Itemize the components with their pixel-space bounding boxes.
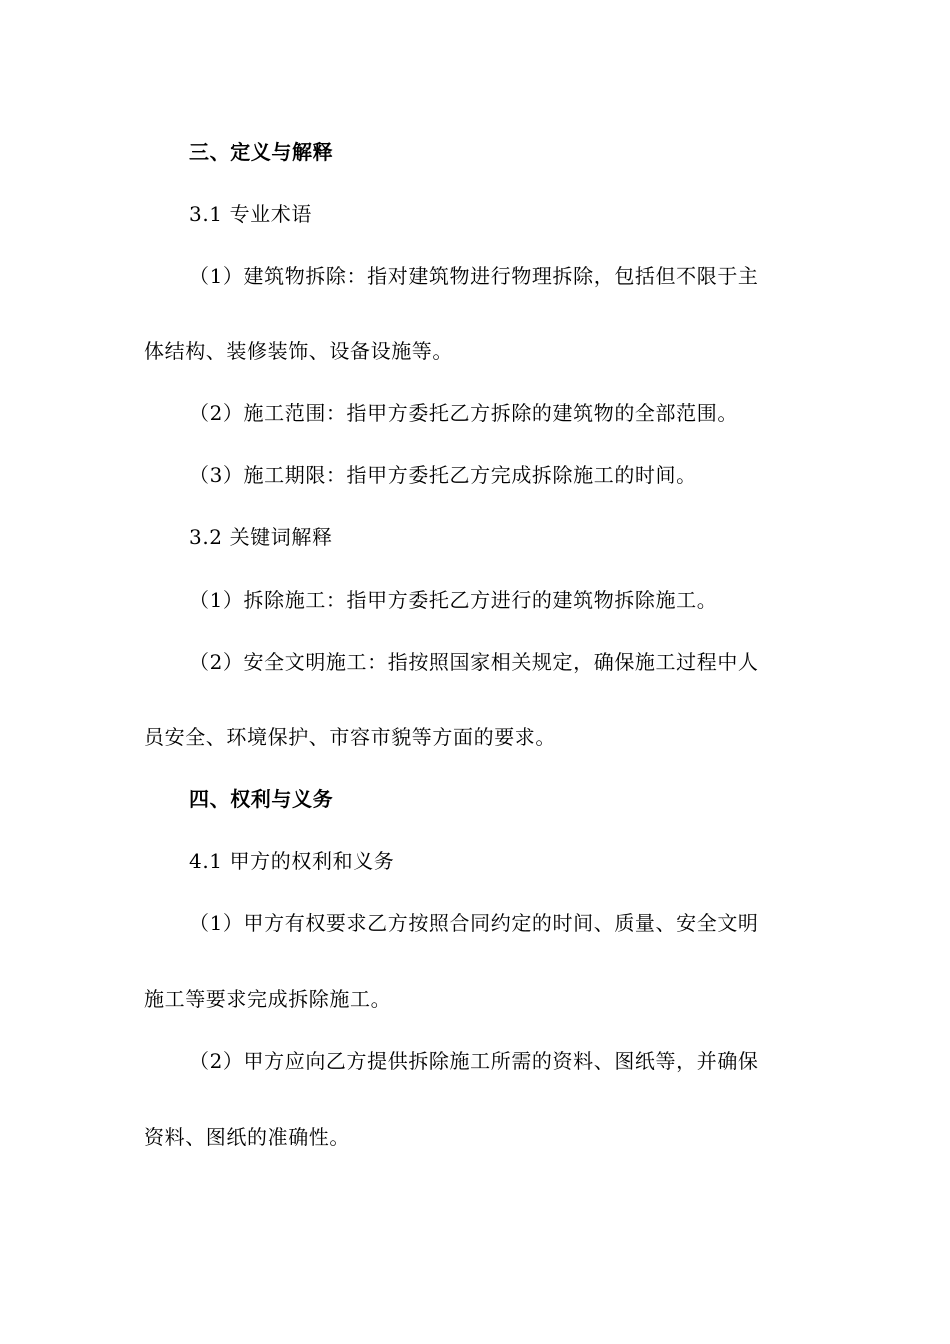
section-3-heading: 三、定义与解释 — [189, 140, 334, 164]
paragraph-3-1-1-line-2: 体结构、装修装饰、设备设施等。 — [144, 339, 453, 363]
subsection-3-1-title: 3.1 专业术语 — [189, 202, 312, 226]
paragraph-3-2-1: （1）拆除施工：指甲方委托乙方进行的建筑物拆除施工。 — [189, 588, 718, 612]
paragraph-4-1-2-line-2: 资料、图纸的准确性。 — [144, 1125, 350, 1149]
subsection-4-1-title: 4.1 甲方的权利和义务 — [189, 849, 395, 873]
paragraph-4-1-1-line-1: （1）甲方有权要求乙方按照合同约定的时间、质量、安全文明 — [189, 911, 759, 935]
section-4-heading: 四、权利与义务 — [189, 787, 334, 811]
paragraph-3-1-2: （2）施工范围：指甲方委托乙方拆除的建筑物的全部范围。 — [189, 401, 738, 425]
paragraph-4-1-2-line-1: （2）甲方应向乙方提供拆除施工所需的资料、图纸等，并确保 — [189, 1049, 759, 1073]
subsection-3-2-title: 3.2 关键词解释 — [189, 525, 333, 549]
paragraph-3-1-3: （3）施工期限：指甲方委托乙方完成拆除施工的时间。 — [189, 463, 697, 487]
paragraph-3-1-1-line-1: （1）建筑物拆除：指对建筑物进行物理拆除，包括但不限于主 — [189, 264, 759, 288]
paragraph-3-2-2-line-1: （2）安全文明施工：指按照国家相关规定，确保施工过程中人 — [189, 650, 759, 674]
paragraph-3-2-2-line-2: 员安全、环境保护、市容市貌等方面的要求。 — [144, 725, 556, 749]
paragraph-4-1-1-line-2: 施工等要求完成拆除施工。 — [144, 987, 392, 1011]
